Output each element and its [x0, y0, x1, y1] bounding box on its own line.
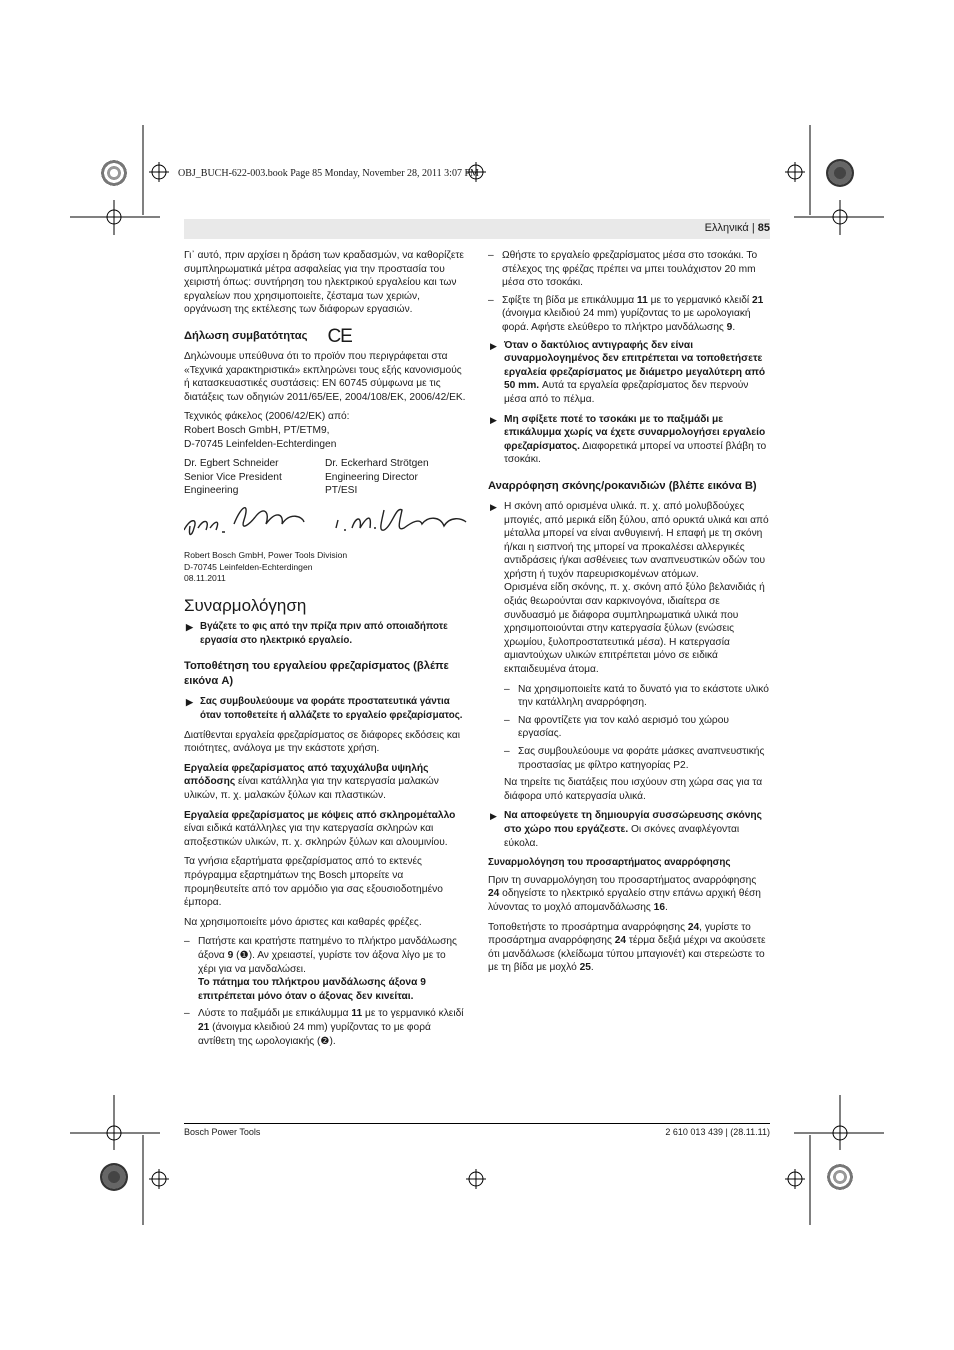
step-text: με το γερμανικό κλειδί: [362, 1008, 464, 1020]
part-number: 24: [614, 935, 627, 947]
dash-bullet: –: [504, 746, 510, 757]
company-line: D-70745 Leinfelden-Echterdingen: [184, 561, 313, 572]
bullet-text: Να χρησιμοποιείτε κατά το δυνατό για το εκάστοτε υλικό την κατάλληλη αναρρόφηση.: [518, 683, 769, 709]
signatories: [184, 457, 466, 498]
safety-warning: [488, 413, 770, 467]
tech-file-line: Τεχνικός φάκελος (2006/42/ΕΚ) από:: [184, 411, 350, 423]
dash-bullet: –: [504, 683, 510, 695]
adapter-paragraph: [488, 921, 770, 975]
signatory-name: Dr. Egbert Schneider: [184, 458, 279, 470]
step-item: [488, 294, 770, 335]
assembly-heading: Συναρμολόγηση: [184, 595, 307, 615]
warning-bold: Μη σφίξετε ποτέ το τσοκάκι με το παξιμάδι με επικάλυμμα χωρίς να έχετε συναρμολογήσει εργαλείο φρεζαρίσματος.: [504, 413, 766, 452]
carbide-paragraph: [184, 809, 466, 850]
safety-warning: [488, 500, 770, 677]
adapter-paragraph: [488, 874, 770, 915]
step-text: Ωθήστε το εργαλείο φρεζαρίσματος μέσα στο τσοκάκι. Το στέλεχος της φρέζας πρέπει να μπει τουλάχιστον 20 mm μέσα στο τσοκάκι.: [502, 250, 758, 289]
step-text: Πατήστε και κρατήστε πατημένο το πλήκτρο μανδάλωσης άξονα: [198, 936, 457, 961]
paragraph-text: Τοποθετήστε το προσάρτημα αναρρόφησης: [488, 921, 688, 933]
paragraph-text: είναι κατάλληλα για την κατεργασία μαλακών υλικών, π. χ. μαλακών ξύλων και πλαστικών.: [184, 776, 439, 802]
signature-icon: [184, 498, 474, 546]
safety-warning: [184, 620, 466, 647]
versions-paragraph: Διατίθενται εργαλεία φρεζαρίσματος σε διάφορες εκδόσεις και ποιότητες, ανάλογα με την εκάστοτε χρήση.: [184, 729, 461, 755]
signatory-name: Dr. Eckerhard Strötgen: [325, 458, 429, 470]
warning-text: Σας συμβουλεύουμε να φοράτε προστατευτικά γάντια όταν τοποθετείτε ή αλλάζετε το εργαλείο φρεζαρίσματος.: [200, 696, 463, 722]
step-text: (άνοιγμα κλειδιού 24 mm) γυρίζοντας το με ωρολογιακή φορά. Αφήστε ελεύθερο το πλήκτρο μανδάλωσης: [502, 308, 751, 333]
warning-arrow-icon: ▶: [490, 811, 497, 822]
part-number: 11: [636, 294, 648, 306]
conformity-text: Δηλώνουμε υπεύθυνα ότι το προϊόν που περιγράφεται στα «Τεχνικά χαρακτηριστικά» εκπληρώνει τους εξής κανονισμούς ή κατασκευαστικές συστάσεις: EN 60745 σύμφωνα με τις διατάξεις των οδηγιών 2011/65/EE, 2004/108/ΕΚ, 2006/42/ΕΚ.: [184, 350, 466, 403]
language-label: Ελληνικά: [704, 222, 749, 234]
left-column: [184, 249, 466, 1052]
handwritten-signatures: [184, 498, 466, 546]
page-number: 85: [757, 222, 770, 234]
part-number: 21: [198, 1021, 210, 1033]
warning-text: Οι σκόνες αναφλέγονται εύκολα.: [504, 823, 740, 849]
signatory-1: [184, 457, 325, 498]
warning-arrow-icon: ▶: [186, 622, 193, 633]
dash-bullet: –: [184, 1008, 190, 1020]
part-number: 24: [687, 921, 700, 933]
step-text: Λύστε το παξιμάδι με επικάλυμμα: [198, 1008, 352, 1020]
paragraph-text: .: [590, 962, 594, 974]
bullet-item: [504, 714, 770, 741]
warning-text: Βγάζετε το φις από την πρίζα πριν από οποιαδήποτε εργασία στο ηλεκτρικό εργαλείο.: [200, 621, 448, 646]
footer-rule: [184, 1123, 770, 1124]
part-number: 25: [579, 962, 591, 974]
bold-lead: Εργαλεία φρεζαρίσματος από ταχυχάλυβα υψηλής απόδοσης: [184, 762, 429, 788]
company-line: Robert Bosch GmbH, Power Tools Division: [184, 549, 348, 560]
paragraph-text: , γυρίστε το προσάρτημα αναρρόφησης: [488, 921, 751, 947]
warning-arrow-icon: ▶: [186, 697, 193, 708]
conformity-title: Δήλωση συμβατότητας: [184, 329, 308, 342]
step-text: με το γερμανικό κλειδί: [647, 294, 752, 306]
signatory-role: Senior Vice President: [184, 471, 282, 483]
dash-bullet: –: [488, 294, 494, 306]
part-number: 24: [488, 888, 500, 900]
tech-file-line: D-70745 Leinfelden-Echterdingen: [184, 438, 337, 450]
signatory-role: Engineering Director: [325, 471, 418, 483]
adapter-heading: Συναρμολόγηση του προσαρτήματος αναρρόφησης: [488, 857, 731, 869]
footer-doc-number: 2 610 013 439 | (28.11.11): [665, 1127, 770, 1137]
step-text: (άνοιγμα κλειδιού 24 mm) γυρίζοντας το με φορά αντίθετη της ωρολογιακής (❷).: [198, 1021, 431, 1047]
part-number: 9: [227, 949, 234, 961]
paragraph-text: τέρμα δεξιά μέχρι να ακούσετε ότι μανδάλωσε (κλείδωμα τύπου μπαγιονέτ) και στερεώστε το με τη βίδα με μοχλό: [488, 935, 766, 974]
step-item: [184, 1007, 466, 1048]
regulations-paragraph: Να τηρείτε τις διατάξεις που ισχύουν στη χώρα σας για τα διάφορα υπό κατεργασία υλικά.: [504, 777, 763, 802]
tech-file-line: Robert Bosch GmbH, PT/ETM9,: [184, 424, 330, 436]
dust-extraction-heading: Αναρρόφηση σκόνης/ροκανιδιών (βλέπε εικόνα B): [488, 479, 757, 492]
warning-arrow-icon: ▶: [490, 501, 497, 512]
signatory-role: PT/ESI: [325, 485, 358, 497]
bullet-text: Σας συμβουλεύουμε να φοράτε μάσκες αναπνευστικής προστασίας με φίλτρο κατηγορίας P2.: [518, 746, 765, 771]
quality-paragraph: Να χρησιμοποιείτε μόνο άριστες και καθαρές φρέζες.: [184, 916, 422, 928]
ce-mark-icon: CE: [327, 325, 352, 347]
dust-bullets: [488, 683, 770, 804]
bullet-item: [504, 745, 770, 772]
warning-bold: Όταν ο δακτύλιος αντιγραφής δεν είναι συναρμολογημένος δεν επιτρέπεται να τοποθετήσετε εργαλεία φρεζαρίσματος με διάμετρο μεγαλύτερη από 50 mm.: [504, 339, 766, 392]
intro-paragraph: Γι᾽ αυτό, πριν αρχίσει η δράση των κραδασμών, να καθορίζετε συμπληρωματικά μέτρα ασφαλείας για την προστασία του χειριστή όπως: συντήρηση του ηλεκτρικού εργαλείου και των εργαλείων που χρησιμοποιείτε, ζέσταμα των χεριών, οργάνωση της εκτέλεσης των διάφορων εργασιών.: [184, 250, 464, 316]
signatory-2: [325, 457, 466, 498]
safety-warning: [184, 695, 466, 722]
part-number: 21: [751, 294, 764, 306]
safety-warning: [488, 339, 770, 407]
router-bit-heading: Τοποθέτηση του εργαλείου φρεζαρίσματος (βλέπε εικόνα A): [184, 660, 449, 688]
bullet-item: [504, 683, 770, 710]
accessories-paragraph: Τα γνήσια εξαρτήματα φρεζαρίσματος από το εκτενές πρόγραμμα εξαρτημάτων της Bosch μπορείτε να προμηθευτείτε από τον αρμόδιο για σας εξουσιοδοτημένο έμπορα.: [184, 856, 443, 909]
dash-bullet: –: [184, 936, 190, 948]
warning-text: Η σκόνη από ορισμένα υλικά. π. χ. από μολυβδούχες μπογιές, από μερικά είδη ξύλου, από ορυκτά υλικά και από μέταλλα μπορεί να είναι ανθυγιεινή. Η επαφή με τη σκόνη ή/και η εισπνοή της μπορεί να προκαλέσει αλλεργικές αντιδράσεις ή/και ασθένειες των αναπνευστικών οδών του χρήστη ή τυχόν παρευρισκομένων ατόμων.: [504, 500, 769, 580]
book-file-line: OBJ_BUCH-622-003.book Page 85 Monday, November 28, 2011 3:07 PM: [178, 168, 479, 179]
signature-date: 08.11.2011: [184, 573, 226, 584]
part-number: 16: [653, 901, 665, 913]
step-text: .: [732, 321, 736, 333]
warning-arrow-icon: ▶: [490, 414, 497, 425]
page-header-label: Ελληνικά | 85: [704, 222, 770, 234]
bullet-text: Να φροντίζετε για τον καλό αερισμό του χώρου εργασίας.: [518, 714, 729, 740]
paragraph-text: .: [665, 901, 668, 913]
dash-bullet: –: [488, 250, 494, 261]
dash-bullet: –: [504, 714, 510, 726]
step-text: (❶). Αν χρειαστεί, γυρίστε τον άξονα λίγο με το χέρι για να μανδαλώσει.: [198, 949, 446, 975]
warning-bold: Να αποφεύγετε τη δημιουργία συσσώρευσης σκόνης στο χώρο που εργάζεστε.: [504, 810, 762, 835]
paragraph-text: είναι ειδικά κατάλληλες για την κατεργασία σκληρών και αποξεστικών υλικών, π. χ. σκληρών ξύλων και αλουμινίου.: [184, 823, 448, 848]
step-bold-note: Το πάτημα του πλήκτρου μανδάλωσης άξονα 9 επιτρέπεται μόνο όταν ο άξονας δεν κινείται.: [198, 977, 426, 1002]
part-number: 11: [351, 1008, 363, 1020]
conformity-heading: [184, 325, 466, 347]
technical-file: [184, 410, 466, 451]
paragraph-text: οδηγείστε το ηλεκτρικό εργαλείο στην επάνω αρχική θέση λύνοντας το μοχλό απομανδάλωσης: [488, 888, 761, 913]
part-number: 9: [726, 321, 733, 333]
step-item: [184, 935, 466, 1003]
safety-warning: [488, 809, 770, 850]
bold-lead: Εργαλεία φρεζαρίσματος με κόψεις από σκληρομέταλλο: [184, 809, 456, 821]
warning-arrow-icon: ▶: [490, 340, 497, 351]
signatory-role: Engineering: [184, 485, 239, 497]
paragraph-text: Πριν τη συναρμολόγηση του προσαρτήματος αναρρόφησης: [488, 874, 757, 886]
warning-text: Ορισμένα είδη σκόνης, π. χ. σκόνη από ξύλο βελανιδιάς ή οξιάς θεωρούνται σαν καρκινογόνα, ιδιαίτερα σε συνδυασμό με διάφορα συμπληρωματικά υλικά που χρησιμοποιούνται στην κατεργασία ξύλων (ενώσεις χρωμίου, ξυλοπροστατευτικά μέσα). Η κατεργασία αμιαντούχων υλικών επιτρέπεται μόνο σε ειδικά εκπαιδευμένα άτομα.: [504, 582, 765, 676]
step-item: [488, 249, 770, 290]
hss-paragraph: [184, 762, 466, 803]
warning-text: Αυτά τα εργαλεία φρεζαρίσματος δεν περνούν μέσα από το πέλμα.: [504, 380, 749, 405]
company-block: [184, 550, 466, 585]
page-header: [184, 219, 770, 239]
right-column: [488, 249, 770, 981]
footer-brand: Bosch Power Tools: [184, 1127, 261, 1137]
step-text: Σφίξτε τη βίδα με επικάλυμμα: [502, 294, 637, 306]
warning-text: Διαφορετικά μπορεί να υποστεί βλάβη το τσοκάκι.: [504, 440, 767, 466]
